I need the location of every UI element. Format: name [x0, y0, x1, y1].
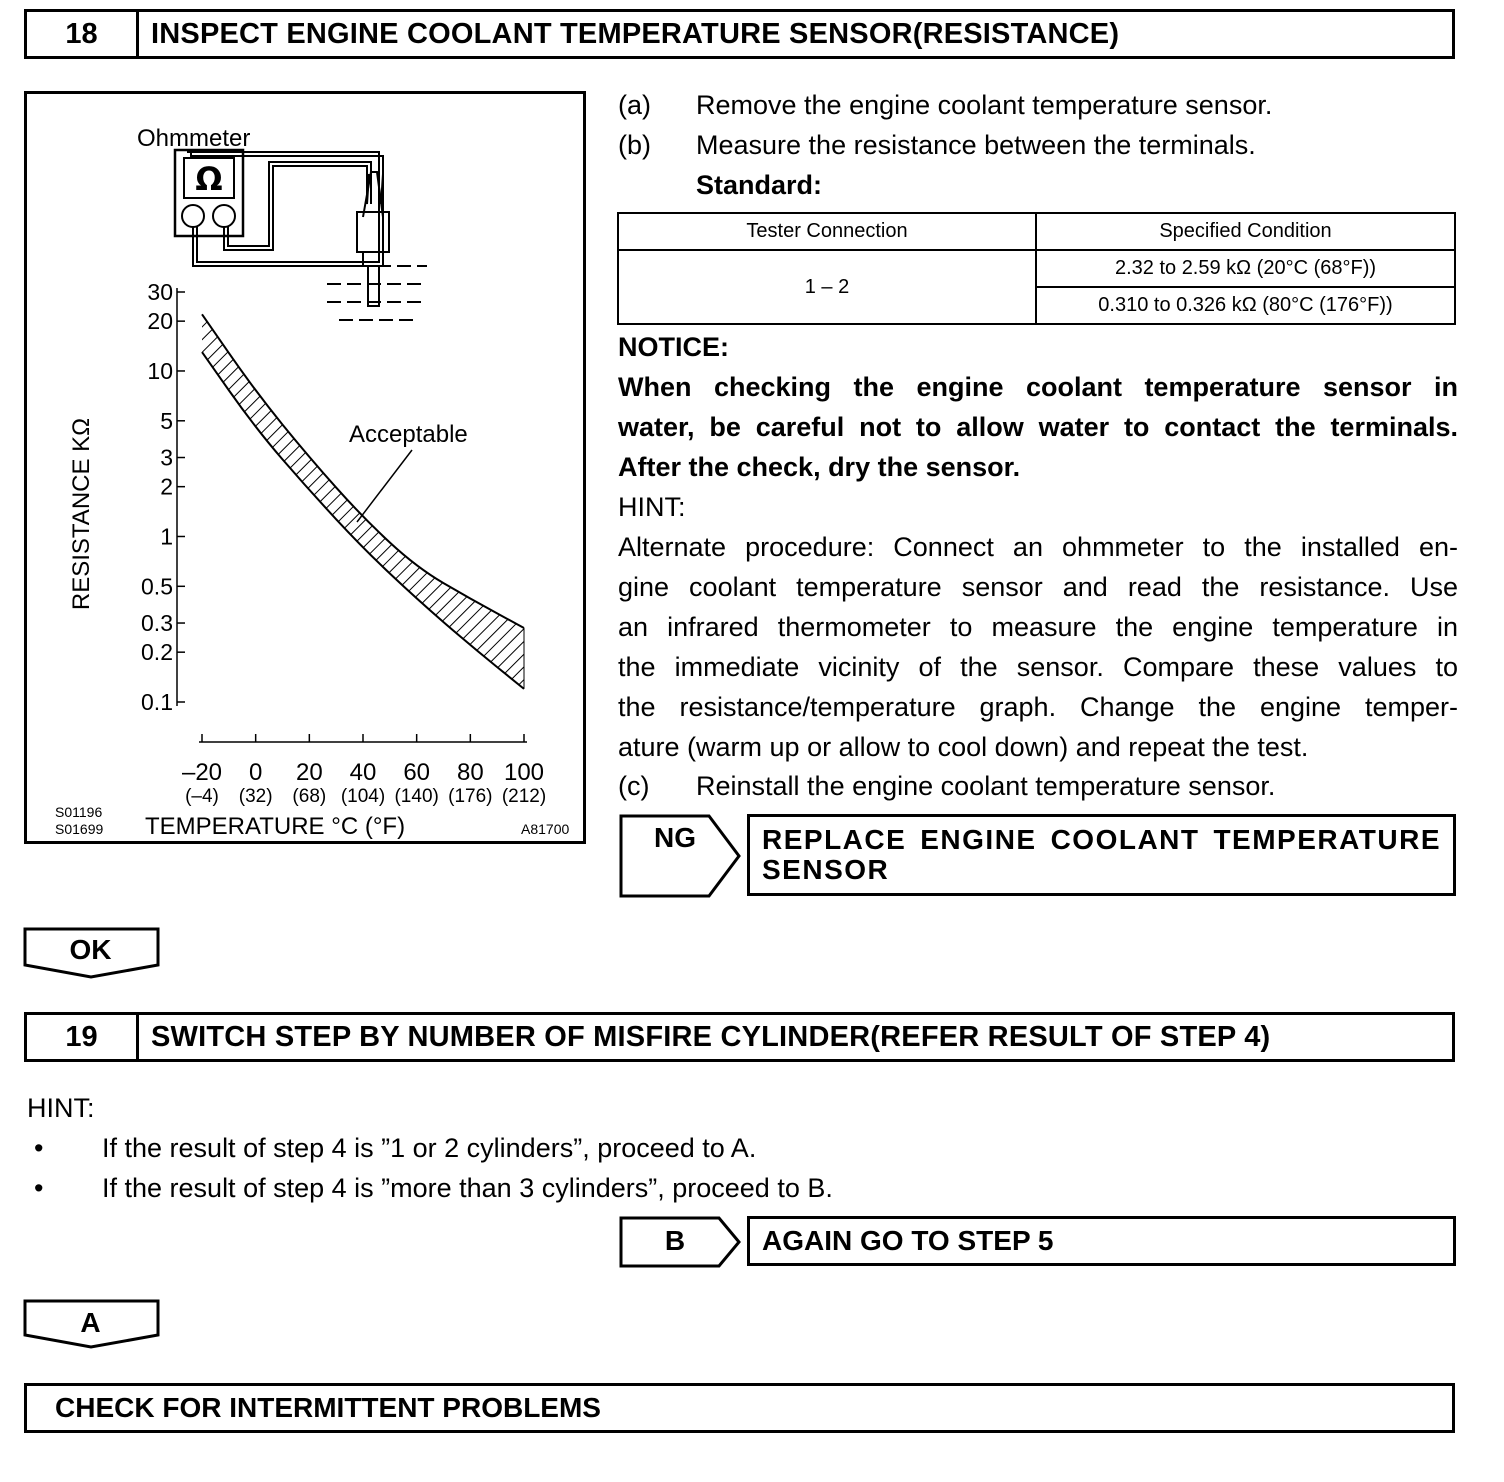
hint-line: gine coolant temperature sensor and read the resistance. Use — [618, 572, 1458, 602]
x-tick-label-f: (32) — [238, 786, 273, 807]
hint-19-title: HINT: — [27, 1093, 95, 1123]
y-tick-label: 5 — [160, 407, 173, 434]
hint-title: HINT: — [618, 492, 686, 522]
notice-block — [618, 327, 1458, 487]
notice-line: water, be careful not to allow water to contact the terminals. — [618, 412, 1458, 442]
ng-action-line: SENSOR — [762, 854, 890, 885]
b-action-box: AGAIN GO TO STEP 5 — [747, 1216, 1456, 1266]
hint-19-item: If the result of step 4 is ”1 or 2 cylinders”, proceed to A. — [102, 1133, 757, 1163]
acceptable-leader-line — [357, 450, 412, 522]
x-tick-label: 60 — [403, 759, 431, 786]
x-tick-label: 80 — [456, 759, 484, 786]
step-a — [618, 85, 1272, 125]
ng-action-line: REPLACE ENGINE COOLANT TEMPERATURE — [762, 824, 1441, 855]
x-tick-label-f: (68) — [292, 786, 327, 807]
resistance-figure — [24, 91, 586, 844]
y-tick-label: 0.5 — [141, 573, 173, 600]
step-a-label: (a) — [618, 90, 651, 120]
spec-condition-cell: 2.32 to 2.59 kΩ (20°C (68°F)) — [1036, 250, 1455, 287]
acceptable-upper-line — [202, 314, 524, 628]
a-tag-label: A — [80, 1307, 101, 1338]
x-tick-label-f: (140) — [394, 786, 439, 807]
spec-table — [617, 212, 1456, 325]
figure-code-2: S01699 — [55, 821, 104, 837]
x-tick-label: 100 — [503, 759, 545, 786]
spec-condition-cell: 0.310 to 0.326 kΩ (80°C (176°F)) — [1036, 287, 1455, 324]
hint-line: the resistance/temperature graph. Change the engine temper- — [618, 692, 1458, 722]
x-tick-label: 0 — [248, 759, 263, 786]
step-a-text: Remove the engine coolant temperature sensor. — [696, 90, 1273, 120]
acceptable-label: Acceptable — [349, 421, 468, 448]
b-tag-label: B — [664, 1225, 686, 1256]
hint-line: an infrared thermometer to measure the engine temperature in — [618, 612, 1458, 642]
omega-symbol: Ω — [195, 160, 223, 198]
x-tick-label: –20 — [181, 759, 223, 786]
x-axis — [182, 734, 546, 807]
step-number: 19 — [27, 1015, 139, 1059]
figure-code-1: S01196 — [55, 804, 103, 820]
x-tick-label-f: (104) — [340, 786, 386, 807]
step-b-text: Measure the resistance between the terminals. — [696, 130, 1256, 160]
acceptable-band-fill — [202, 314, 524, 689]
ng-action-box — [747, 814, 1456, 896]
step-b — [618, 125, 1256, 165]
y-tick-label: 30 — [147, 279, 173, 305]
x-tick-label-f: (212) — [501, 786, 547, 807]
ohmmeter-label: Ohmmeter — [137, 125, 251, 152]
ng-tag-label: NG — [654, 822, 696, 853]
notice-title: NOTICE: — [618, 332, 729, 362]
y-tick-label: 0.3 — [141, 610, 173, 637]
spec-header-connection: Tester Connection — [618, 213, 1036, 250]
y-tick-label: 20 — [147, 308, 173, 335]
ok-tag-label: OK — [69, 934, 112, 965]
spec-connection-cell: 1 – 2 — [618, 250, 1036, 324]
x-tick-label: 40 — [349, 759, 377, 786]
hint-line: Alternate procedure: Connect an ohmmeter to the installed en- — [618, 532, 1458, 562]
step-title: INSPECT ENGINE COOLANT TEMPERATURE SENSOR(RESISTANCE) — [151, 18, 1120, 50]
step-number: 18 — [27, 12, 139, 56]
step-18-header — [24, 9, 1455, 59]
x-tick-label-f: (–4) — [185, 786, 219, 807]
x-tick-label-f: (176) — [448, 786, 493, 807]
figure-ref-code: A81700 — [521, 821, 570, 837]
y-axis-label: RESISTANCE KΩ — [68, 417, 95, 611]
step-c-text: Reinstall the engine coolant temperature sensor. — [696, 771, 1276, 801]
step-19-header — [24, 1012, 1455, 1062]
bullet-icon: • — [34, 1133, 44, 1163]
y-tick-label: 0.2 — [141, 639, 173, 666]
bullet-icon: • — [34, 1173, 44, 1203]
step-c-label: (c) — [618, 771, 650, 801]
final-action-box: CHECK FOR INTERMITTENT PROBLEMS — [24, 1383, 1455, 1433]
resistance-chart — [27, 94, 583, 841]
hint-18-block — [618, 487, 1458, 767]
x-tick-label: 20 — [295, 759, 323, 786]
hint-line: the immediate vicinity of the sensor. Compare these values to — [618, 652, 1458, 682]
standard-label: Standard: — [696, 170, 823, 200]
hint-line: ature (warm up or allow to cool down) and repeat the test. — [618, 732, 1309, 762]
spec-header-condition: Specified Condition — [1036, 213, 1455, 250]
notice-line: When checking the engine coolant temperature sensor in — [618, 372, 1458, 402]
hint-19-item: If the result of step 4 is ”more than 3 cylinders”, proceed to B. — [102, 1173, 833, 1203]
y-tick-label: 2 — [160, 473, 173, 500]
ohmmeter-icon — [175, 150, 243, 236]
y-tick-label: 1 — [160, 523, 173, 550]
acceptable-band — [202, 314, 524, 689]
y-tick-label: 3 — [160, 444, 173, 471]
step-title: SWITCH STEP BY NUMBER OF MISFIRE CYLINDER(REFER RESULT OF STEP 4) — [151, 1021, 1271, 1053]
step-b-label: (b) — [618, 130, 651, 160]
x-axis-label: TEMPERATURE °C (°F) — [145, 813, 406, 840]
step-c — [618, 766, 1275, 806]
notice-line: After the check, dry the sensor. — [618, 452, 1021, 482]
y-tick-label: 0.1 — [141, 689, 173, 715]
y-tick-label: 10 — [147, 357, 173, 384]
y-axis — [141, 279, 185, 715]
